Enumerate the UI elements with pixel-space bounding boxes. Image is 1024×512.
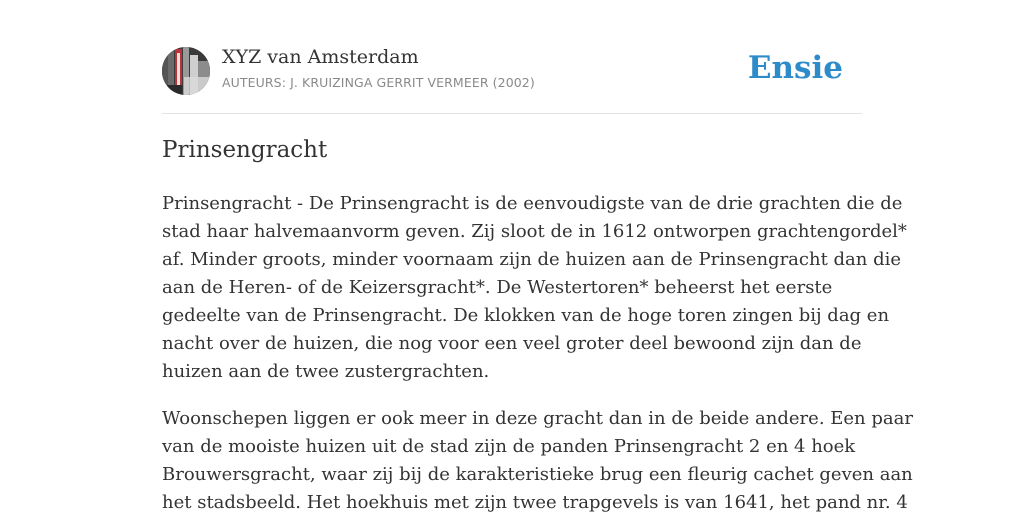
book-cover-avatar[interactable] xyxy=(162,47,210,95)
text-line: Brouwersgracht, waar zij bij de karakteristieke brug een fleurig cachet geven aan xyxy=(162,464,913,485)
text-line: Woonschepen liggen er ook meer in deze gracht dan in de beide andere. Een paar xyxy=(162,408,913,429)
text-line: Prinsengracht - De Prinsengracht is de eenvoudigste van de drie grachten die de xyxy=(162,193,903,214)
article-body xyxy=(162,190,913,512)
article-paragraph xyxy=(162,190,907,386)
article-title: Prinsengracht xyxy=(162,137,328,163)
article-paragraph xyxy=(162,405,913,512)
text-line: het stadsbeeld. Het hoekhuis met zijn twee trapgevels is van 1641, het pand nr. 4 xyxy=(162,492,908,512)
text-line: van de mooiste huizen uit de stad zijn de panden Prinsengracht 2 en 4 hoek xyxy=(162,436,856,457)
ensie-logo-link[interactable]: Ensie xyxy=(747,50,843,86)
book-header xyxy=(162,0,862,114)
text-line: aan de Heren- of de Keizersgracht*. De Westertoren* beheerst het eerste xyxy=(162,277,833,298)
text-line: gedeelte van de Prinsengracht. De klokken van de hoge toren zingen bij dag en xyxy=(162,305,890,326)
book-title[interactable]: XYZ van Amsterdam xyxy=(222,46,419,68)
page xyxy=(162,0,913,512)
text-line: huizen aan de twee zustergrachten. xyxy=(162,361,490,382)
text-line: stad haar halvemaanvorm geven. Zij sloot de in 1612 ontworpen grachtengordel* xyxy=(162,221,907,242)
text-line: nacht over de huizen, die nog voor een veel groter deel bewoond zijn dan de xyxy=(162,333,862,354)
book-cover-image xyxy=(162,47,210,95)
book-authors: AUTEURS: J. KRUIZINGA GERRIT VERMEER (2002) xyxy=(222,75,535,90)
text-line: af. Minder groots, minder voornaam zijn de huizen aan de Prinsengracht dan die xyxy=(162,249,902,270)
